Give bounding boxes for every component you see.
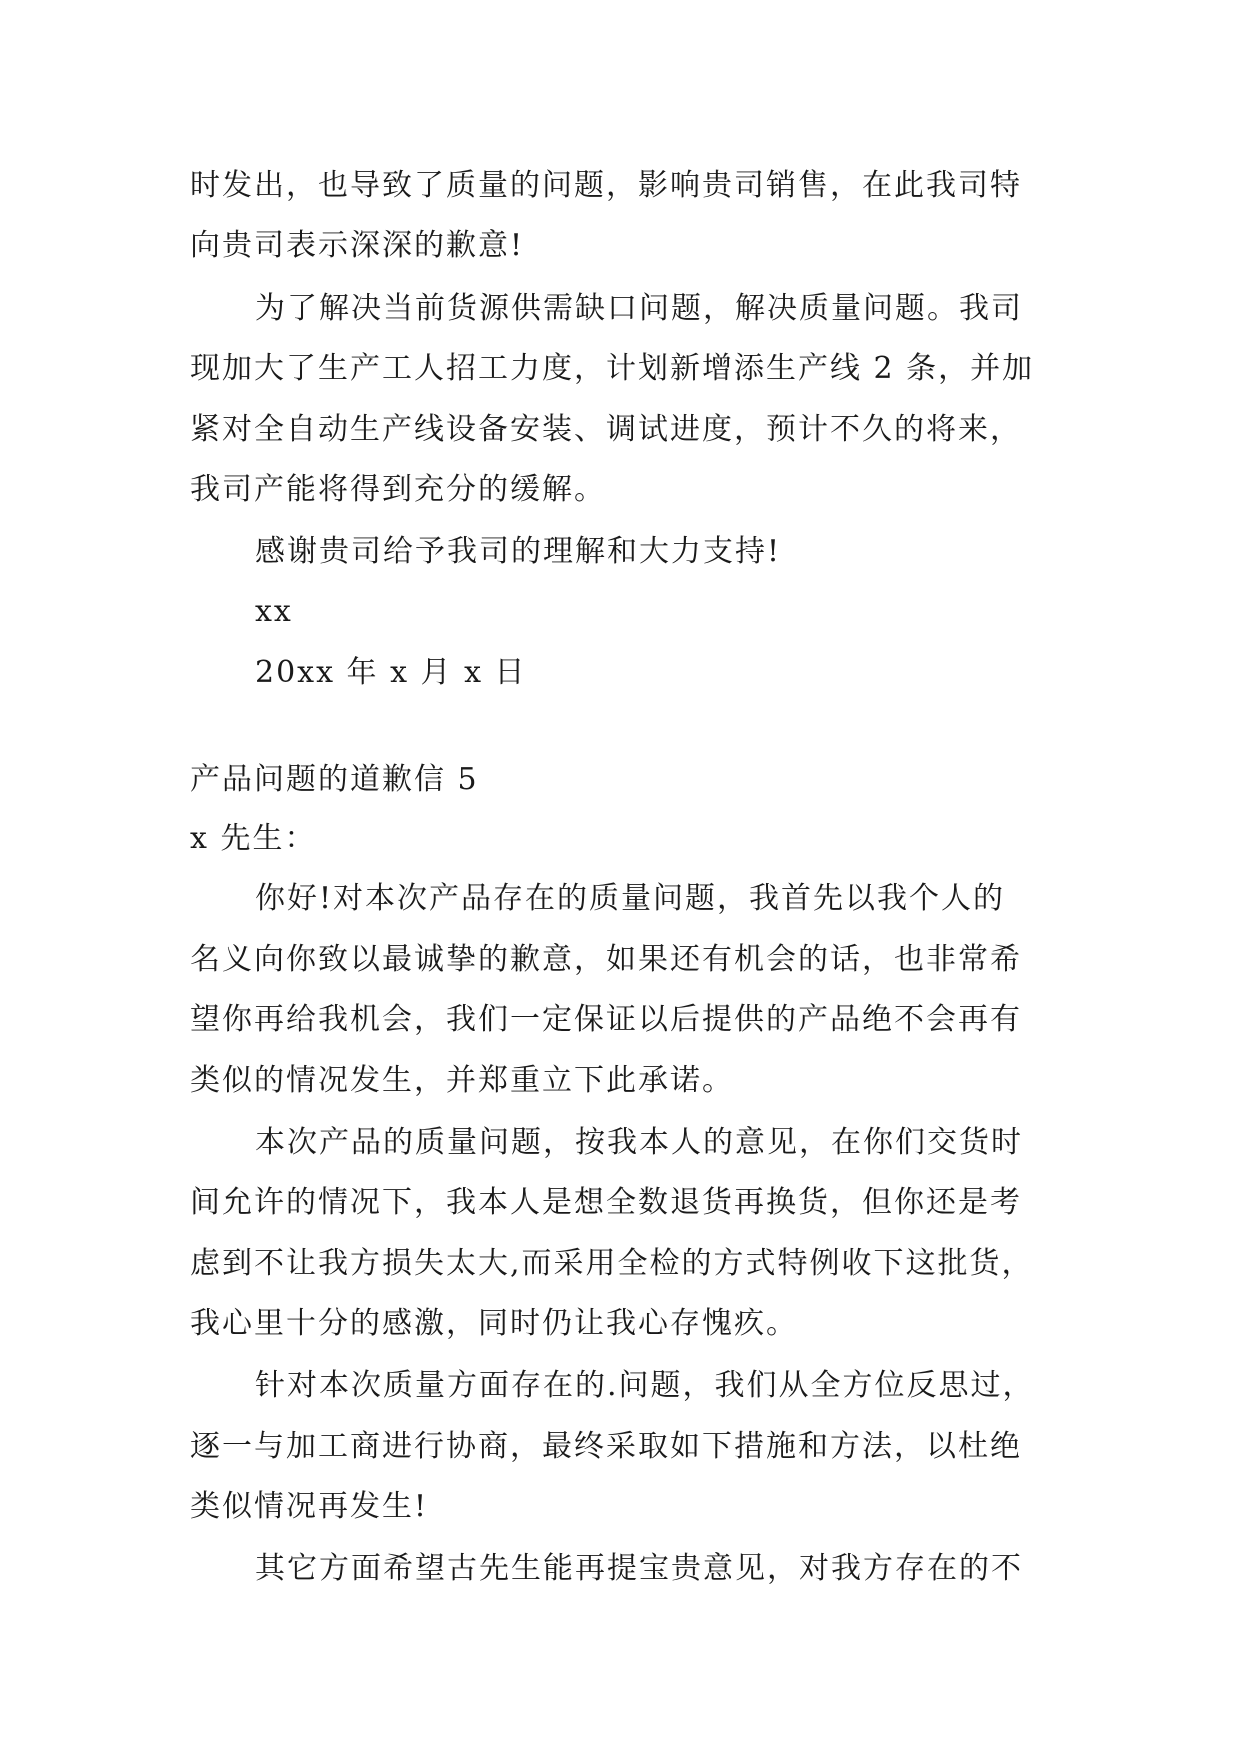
- salutation: x 先生：: [190, 821, 317, 856]
- paragraph-line: 类似情况再发生!: [190, 1489, 429, 1524]
- paragraph-line: 逐一与加工商进行协商，最终采取如下措施和方法，以杜绝: [190, 1429, 1022, 1464]
- paragraph-line: 本次产品的质量问题，按我本人的意见，在你们交货时: [255, 1125, 1023, 1160]
- paragraph-line: 间允许的情况下，我本人是想全数退货再换货，但你还是考: [190, 1185, 1022, 1220]
- paragraph-line: 名义向你致以最诚挚的歉意，如果还有机会的话，也非常希: [190, 942, 1022, 977]
- paragraph-line: 紧对全自动生产线设备安装、调试进度，预计不久的将来，: [190, 412, 1022, 447]
- paragraph-line: 现加大了生产工人招工力度，计划新增添生产线 2 条，并加: [190, 351, 1035, 386]
- paragraph-line: 我心里十分的感激，同时仍让我心存愧疚。: [190, 1306, 798, 1341]
- paragraph-line: 我司产能将得到充分的缓解。: [190, 472, 606, 507]
- date-line: 20xx 年 x 月 x 日: [255, 655, 527, 690]
- paragraph-line: 其它方面希望古先生能再提宝贵意见，对我方存在的不: [255, 1551, 1023, 1586]
- paragraph-line: 时发出，也导致了质量的问题，影响贵司销售，在此我司特: [190, 168, 1022, 203]
- section-title: 产品问题的道歉信 5: [190, 762, 479, 797]
- paragraph-line: 针对本次质量方面存在的.问题，我们从全方位反思过，: [255, 1368, 1035, 1403]
- paragraph-line: 向贵司表示深深的歉意!: [190, 228, 525, 263]
- paragraph-line: 类似的情况发生，并郑重立下此承诺。: [190, 1063, 734, 1098]
- paragraph-line: 望你再给我机会，我们一定保证以后提供的产品绝不会再有: [190, 1002, 1022, 1037]
- thanks-line: 感谢贵司给予我司的理解和大力支持!: [255, 534, 782, 569]
- paragraph-line: 虑到不让我方损失太大,而采用全检的方式特例收下这批货，: [190, 1246, 1034, 1281]
- paragraph-line: 为了解决当前货源供需缺口问题，解决质量问题。我司: [255, 291, 1023, 326]
- paragraph-line: 你好!对本次产品存在的质量问题，我首先以我个人的: [255, 881, 1006, 916]
- signature: xx: [255, 594, 293, 629]
